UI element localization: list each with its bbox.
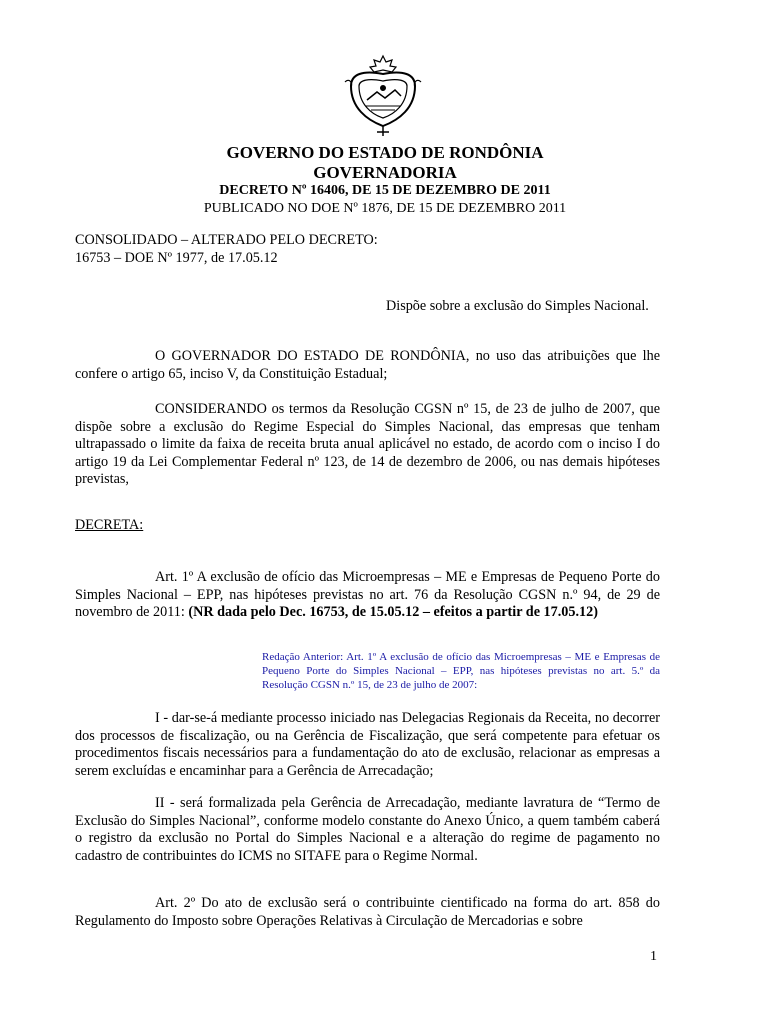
decree-title: DECRETO Nº 16406, DE 15 DE DEZEMBRO DE 2011 [219, 183, 551, 198]
governadoria-title: GOVERNADORIA [313, 163, 457, 182]
government-title: GOVERNO DO ESTADO DE RONDÔNIA [226, 143, 544, 162]
decreta-heading: DECRETA: [75, 517, 144, 533]
considerando-paragraph: CONSIDERANDO os termos da Resolução CGSN nº 15, de 23 de julho de 2007, que dispõe sobre a exclusão do Regime Especial do Simples Nacional, das empresas que tenham ultrapassado o limite da faixa de receita bruta anual aplicável no estado, de acordo com o inciso I do artigo 19 da Lei Complementar Federal nº 123, de 14 de dezembro de 2006, ou nas demais hipóteses previstas, [75, 401, 660, 488]
ementa: Dispõe sobre a exclusão do Simples Nacional. [386, 298, 649, 314]
article-1-text: Art. 1º A exclusão de ofício das Microempresas – ME e Empresas de Pequeno Porte do Simples Nacional – EPP, nas hipóteses previstas no art. 76 da Resolução CGSN n.º 94, de 29 de novembro de 2011: [75, 569, 660, 621]
preamble-paragraph: O GOVERNADOR DO ESTADO DE RONDÔNIA, no uso das atribuições que lhe confere o artigo 65, inciso V, da Constituição Estadual; [75, 348, 660, 382]
consolidated-line-2: 16753 – DOE Nº 1977, de 17.05.12 [75, 249, 278, 266]
inciso-2: II - será formalizada pela Gerência de Arrecadação, mediante lavratura de “Termo de Exclusão do Simples Nacional”, conforme modelo constante do Anexo Único, a quem também caberá o registro da exclusão no Portal do Simples Nacional e a alteração do regime de pagamento no cadastro de contribuintes do ICMS no SITAFE para o Regime Normal. [75, 795, 660, 864]
inciso-1: I - dar-se-á mediante processo iniciado nas Delegacias Regionais da Receita, no decorrer dos processos de fiscalização, ou na Gerência de Fiscalização, que será competente para efetuar os procedimentos fiscais necessários para a fundamentação do ato de exclusão, relacionar as empresas a serem excluídas e encaminhar para a Gerência de Arrecadação; [75, 710, 660, 779]
state-coat-of-arms [343, 52, 423, 138]
article-1 [75, 569, 660, 622]
consolidated-note [75, 232, 660, 267]
article-2: Art. 2º Do ato de exclusão será o contribuinte cientificado na forma do art. 858 do Regulamento do Imposto sobre Operações Relativas à Circulação de Mercadorias e sobre [75, 895, 660, 929]
page-number: 1 [650, 949, 657, 964]
consolidated-line-1: CONSOLIDADO – ALTERADO PELO DECRETO: [75, 232, 378, 248]
previous-wording-note: Redação Anterior: Art. 1º A exclusão de ofício das Microempresas – ME e Empresas de Pequeno Porte do Simples Nacional – EPP, nas hipóteses previstas no art. 5.º da Resolução CGSN n.º 15, de 23 de julho de 2007: [262, 651, 660, 691]
article-1-amendment-note: (NR dada pelo Dec. 16753, de 15.05.12 – efeitos a partir de 17.05.12) [188, 604, 598, 621]
publication-line: PUBLICADO NO DOE Nº 1876, DE 15 DE DEZEMBRO 2011 [203, 201, 567, 216]
